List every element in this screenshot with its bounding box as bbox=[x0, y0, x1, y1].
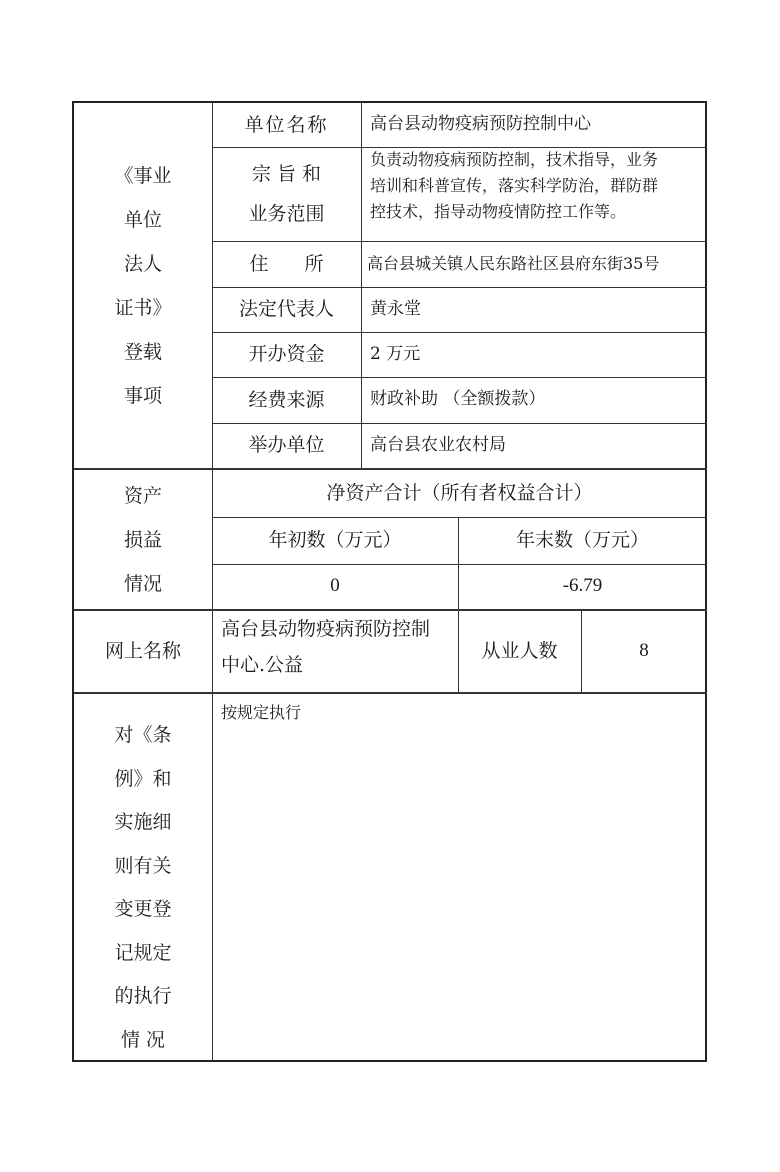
purpose-value-line: 控技术，指导动物疫情防控工作等。 bbox=[370, 202, 627, 221]
purpose-scope-label bbox=[212, 147, 361, 241]
regulation-label-line: 则有关 bbox=[114, 854, 172, 877]
start-of-year-value: 0 bbox=[330, 575, 340, 597]
funding-value: 财政补助 （全额拨款） bbox=[370, 389, 546, 410]
online-name-value bbox=[212, 611, 458, 692]
section-label-line: 单位 bbox=[123, 208, 162, 231]
legal-rep-label: 法定代表人 bbox=[238, 298, 334, 321]
regulation-label-line: 情 况 bbox=[120, 1028, 166, 1051]
legal-rep-value: 黄永堂 bbox=[370, 298, 421, 319]
registration-section-label bbox=[74, 103, 212, 468]
registration-table bbox=[72, 101, 707, 1062]
section-label-line: 法人 bbox=[123, 252, 162, 275]
section-label-line: 证书》 bbox=[114, 296, 172, 319]
end-of-year-label: 年末数（万元） bbox=[515, 529, 649, 552]
address-label: 住 所 bbox=[249, 252, 324, 275]
online-name-label: 网上名称 bbox=[104, 640, 181, 663]
assets-label-line: 资产 bbox=[123, 484, 162, 507]
assets-section-label bbox=[74, 470, 212, 609]
address-value: 高台县城关镇人民东路社区县府东街35号 bbox=[367, 253, 660, 273]
purpose-label-line: 业务范围 bbox=[248, 203, 325, 225]
regulation-label-line: 实施细 bbox=[114, 811, 172, 833]
regulation-compliance-label bbox=[74, 694, 212, 1062]
regulation-label-line: 的执行 bbox=[114, 985, 172, 1007]
unit-name-value: 高台县动物疫病预防控制中心 bbox=[370, 114, 591, 135]
unit-name-label: 单位名称 bbox=[244, 113, 329, 136]
assets-label-line: 损益 bbox=[123, 528, 162, 551]
online-name-line: 高台县动物疫病预防控制 bbox=[221, 618, 431, 640]
purpose-value-line: 培训和科普宣传，落实科学防治，群防群 bbox=[370, 176, 659, 195]
purpose-scope-value bbox=[361, 147, 707, 241]
purpose-value-line: 负责动物疫病预防控制，技术指导，业务 bbox=[370, 150, 659, 169]
regulation-label-line: 对《条 bbox=[114, 724, 172, 746]
regulation-label-line: 例》和 bbox=[114, 767, 172, 790]
staff-count-label: 从业人数 bbox=[481, 640, 558, 663]
sponsor-value: 高台县农业农村局 bbox=[370, 434, 506, 455]
section-label-line: 事项 bbox=[123, 384, 162, 407]
capital-value: 2 万元 bbox=[370, 343, 421, 364]
section-label-line: 《事业 bbox=[114, 164, 172, 187]
net-assets-header: 净资产合计（所有者权益合计） bbox=[326, 482, 593, 505]
start-of-year-label: 年初数（万元） bbox=[268, 529, 402, 552]
section-label-line: 登载 bbox=[123, 340, 162, 363]
online-name-line: 中心.公益 bbox=[221, 654, 304, 676]
sponsor-label: 举办单位 bbox=[248, 434, 325, 457]
staff-count-value: 8 bbox=[639, 640, 649, 662]
regulation-label-line: 记规定 bbox=[114, 941, 172, 964]
funding-label: 经费来源 bbox=[248, 388, 325, 411]
regulation-label-line: 变更登 bbox=[114, 898, 172, 920]
capital-label: 开办资金 bbox=[248, 343, 325, 366]
end-of-year-value: -6.79 bbox=[562, 575, 603, 597]
assets-label-line: 情况 bbox=[123, 572, 162, 595]
purpose-label-line: 宗 旨 和 bbox=[251, 163, 322, 185]
regulation-compliance-value: 按规定执行 bbox=[221, 702, 302, 722]
